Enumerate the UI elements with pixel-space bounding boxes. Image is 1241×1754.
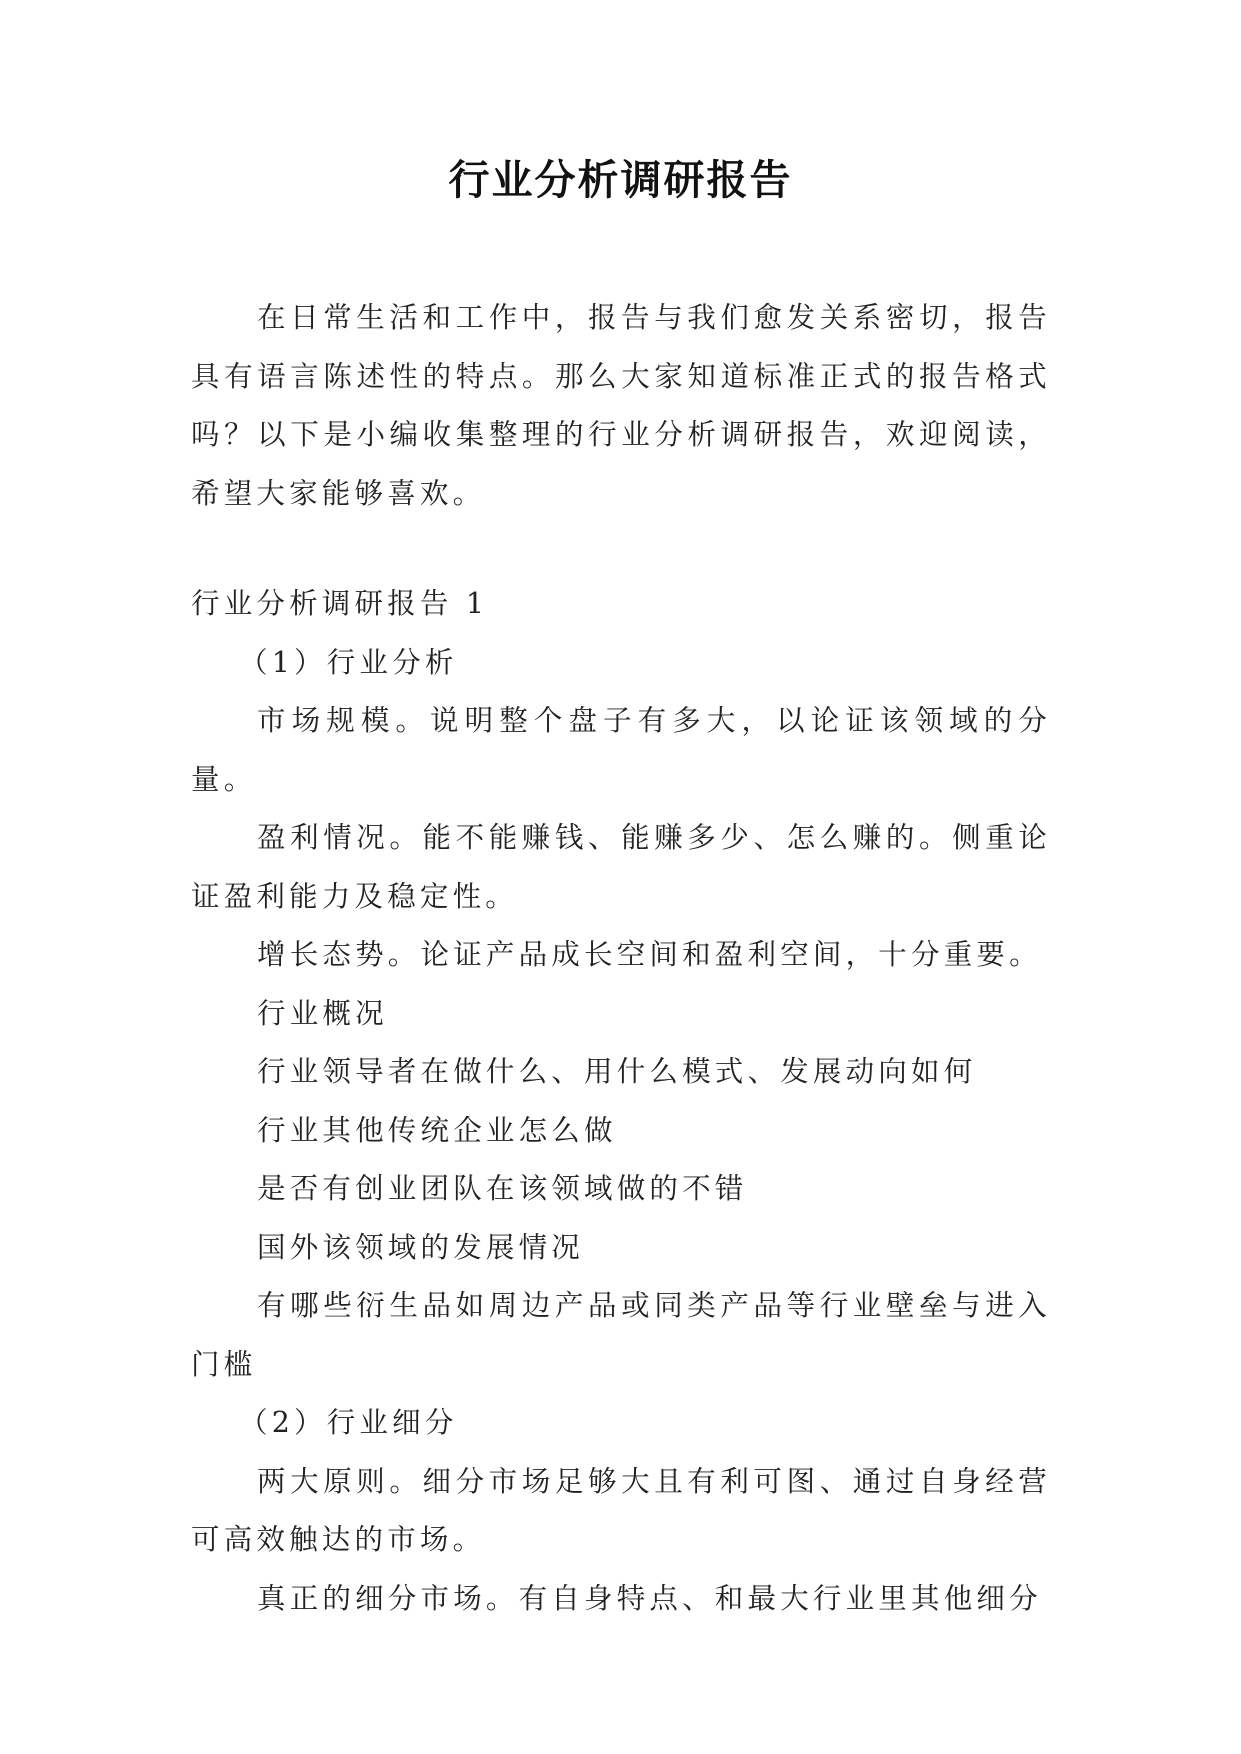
paragraph-startup-teams: 是否有创业团队在该领域做的不错	[257, 1172, 748, 1205]
document-title: 行业分析调研报告	[448, 156, 793, 204]
paragraph-traditional-companies: 行业其他传统企业怎么做	[257, 1113, 617, 1147]
paragraph-market-size: 市场规模。说明整个盘子有多大，以论证该领域的分量。	[191, 704, 1051, 796]
paragraph-growth-trend: 增长态势。论证产品成长空间和盈利空间，十分重要。	[257, 938, 1042, 971]
section-heading: 行业分析调研报告 1	[191, 587, 489, 620]
paragraph-overseas-development: 国外该领域的发展情况	[257, 1230, 585, 1264]
paragraph-two-principles: 两大原则。细分市场足够大且有利可图、通过自身经营可高效触达的市场。	[191, 1464, 1051, 1556]
subsection-heading-industry-analysis: （1）行业分析	[239, 645, 458, 679]
intro-paragraph: 在日常生活和工作中，报告与我们愈发关系密切，报告具有语言陈述性的特点。那么大家知道标准正式的报告格式吗？以下是小编收集整理的行业分析调研报告，欢迎阅读，希望大家能够喜欢。	[191, 301, 1051, 510]
paragraph-true-segment: 真正的细分市场。有自身特点、和最大行业里其他细分	[257, 1581, 1042, 1615]
paragraph-industry-overview: 行业概况	[257, 996, 388, 1030]
paragraph-barriers-to-entry: 有哪些衍生品如周边产品或同类产品等行业壁垒与进入门槛	[191, 1289, 1051, 1381]
paragraph-profitability: 盈利情况。能不能赚钱、能赚多少、怎么赚的。侧重论证盈利能力及稳定性。	[191, 821, 1051, 913]
paragraph-industry-leaders: 行业领导者在做什么、用什么模式、发展动向如何	[257, 1055, 977, 1088]
subsection-heading-industry-segmentation: （2）行业细分	[239, 1406, 458, 1439]
section-1	[191, 575, 1051, 1628]
